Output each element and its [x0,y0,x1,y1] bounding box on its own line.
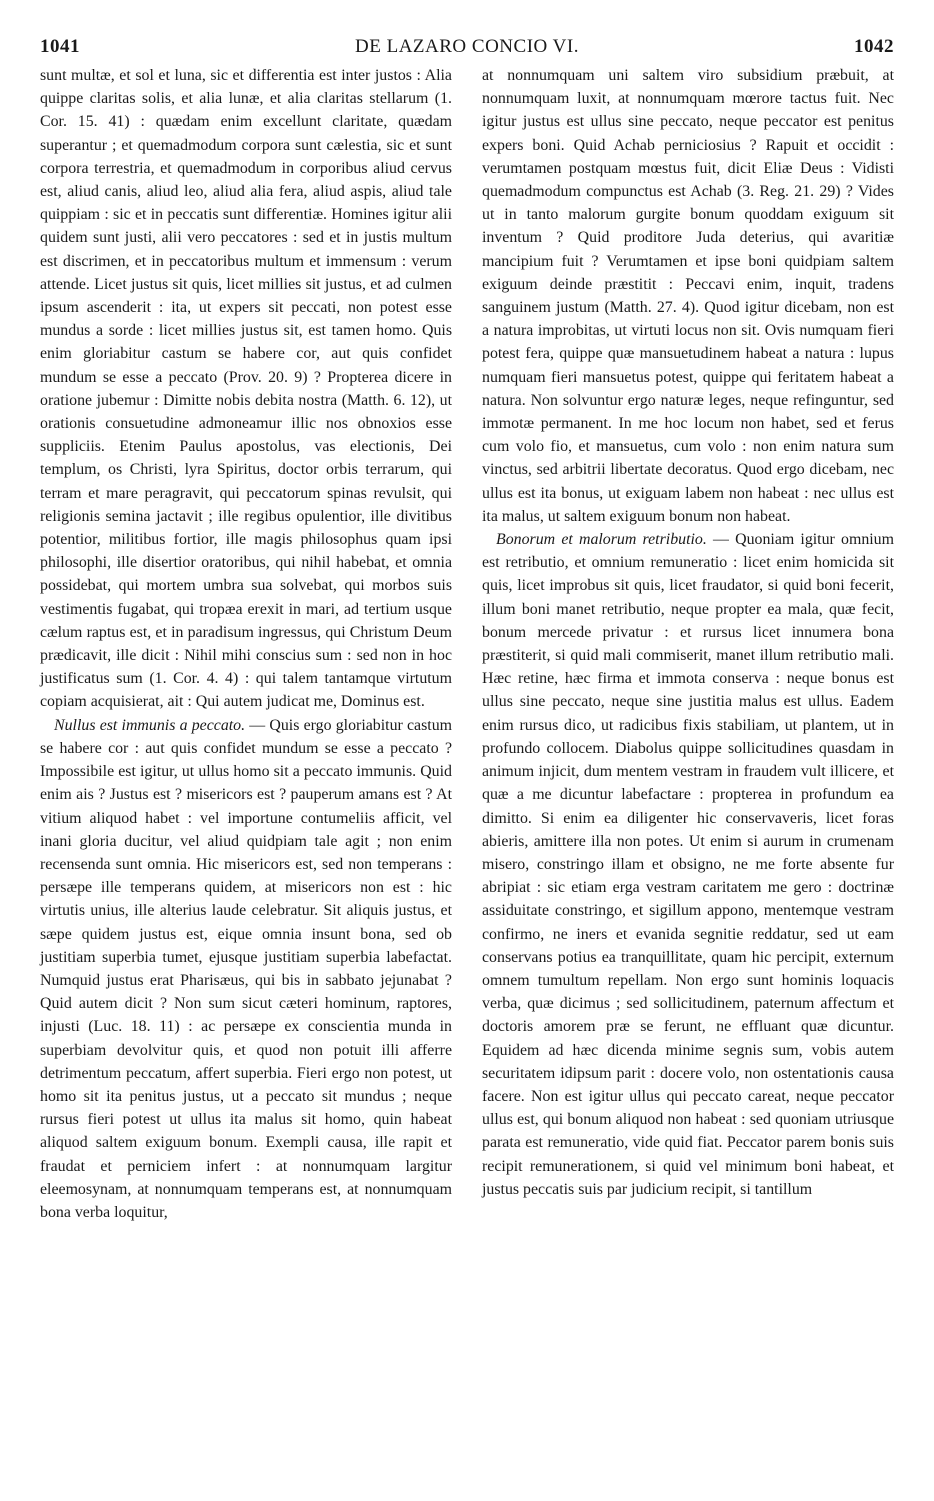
left-paragraph-1: sunt multæ, et sol et luna, sic et differentia est inter justos : Alia quippe claritas solis, et alia lunæ, et alia claritas stellarum (1. Cor. 15. 41) : quædam enim excellunt claritate, quædam superantur ; et quemadmodum corpora sunt cælestia, sic et sunt corpora terrestria, et quemadmodum in corporibus aliud cervus est, aliud canis, aliud leo, aliud alia fera, aliud aspis, aliud tale quippiam : sic et in peccatis sunt differentiæ. Homines igitur alii quidem sunt justi, alii vero peccatores : sed et in justis multum est discrimen, et in peccatoribus multum et immensum : verum attende. Licet justus sit quis, licet millies sit justus, et ad culmen ipsum ascenderit : ita, ut expers sit peccati, non potest esse mundus a sorde : licet millies justus sit, est tamen homo. Quis enim gloriabitur castum se habere cor, aut quis confidet mundum se esse a peccato (Prov. 20. 9) ? Propterea dicere in oratione jubemur : Dimitte nobis debita nostra (Matth. 6. 12), ut orationis consuetudine admoneamur illic nos obnoxios esse suppliciis. Etenim Paulus apostolus, vas electionis, Dei templum, os Christi, lyra Spiritus, doctor orbis terrarum, qui terram et mare peragravit, qui peccatorum spinas revulsit, qui religionis semina jactavit ; ille regibus opulentior, ille divitibus potentior, militibus fortior, ille magis philosophus quam ipsi philosophi, ille disertior oratoribus, qui nihil habebat, et omnia possidebat, qui mortem umbra sua solvebat, qui morbos suis vestimentis fugabat, qui tropæa erexit in mari, ad tertium usque cælum raptus est, et in paradisum ingressus, qui Christum Deum prædicavit, ille dicit : Nihil mihi conscius sum : sed non in hoc justificatus sum (1. Cor. 4. 4) : qui talem tantamque virtutum copiam acquisierat, ait : Qui autem judicat me, Dominus est. [40,67,452,711]
running-title: DE LAZARO CONCIO VI. [355,36,579,57]
right-column [482,64,894,1201]
left-section-text: — Quis ergo gloriabitur castum se habere cor : aut quis confidet mundum se esse a peccato ? Impossibile est igitur, ut ullus homo sit a peccato immunis. Quid enim ais ? Justus est ? misericors est ? pauperum amans est ? At vitium aliquod habet : vel importune contumeliis afficit, vel inani gloria ducitur, vel aliud quidpiam tale agit ; non enim recensenda sunt omnia. Hic misericors est, sed non temperans : persæpe ille temperans quidem, at misericors non est : hic virtutis unius, ille alterius laude celebratur. Sit aliquis justus, et sæpe quidem justus est, eique omnia insunt bona, sed ob justitiam superbia tumet, ejusque justitiam superbia labefactat. Numquid justus erat Pharisæus, qui bis in sabbato jejunabat ? Quid autem dicit ? Non sum sicut cæteri hominum, raptores, injusti (Luc. 18. 11) : ac persæpe ex conscientia munda in superbiam devolvitur quis, et quod non potuit illi afferre detrimentum peccatum, affert superbia. Fieri ergo non potest, ut homo sit ita penitus justus, ut a peccato sit mundus ; neque rursus fieri potest ut ullus ita malus sit homo, quin habeat aliquod saltem exiguum bonum. Exempli causa, ille rapit et fraudat et perniciem infert : at nonnumquam largitur eleemosynam, at nonnumquam temperans est, at nonnumquam bona verba loquitur, [40,716,453,1221]
page-number-left: 1041 [40,36,80,57]
section-heading-nullus: Nullus est immunis a peccato. [54,716,246,734]
right-section-paragraph [482,528,894,1201]
left-section-paragraph [40,714,452,1224]
page-header [40,36,894,58]
left-column [40,64,452,1224]
section-heading-bonorum: Bonorum et malorum retributio. [496,531,707,549]
right-paragraph-1: at nonnumquam uni saltem viro subsidium præbuit, at nonnumquam luxit, at nonnumquam mœrore tactus fuit. Nec igitur justus est ullus sine peccato, neque peccator est penitus expers boni. Quid Achab perniciosius ? Rapuit et occidit : verumtamen postquam mœstus fuit, dicit Eliæ Deus : Vidisti quemadmodum compunctus est Achab (3. Reg. 21. 29) ? Vides ut in tanto malorum gurgite bonum quoddam exiguum sit inventum ? Quid proditore Juda deterius, qui avaritiæ mancipium fuit ? Verumtamen et ipse boni quidpiam saltem exiguum deinde præstitit : Peccavi enim, inquit, tradens sanguinem justum (Matth. 27. 4). Quod igitur dicebam, non est a natura improbitas, ut virtuti locus non sit. Ovis numquam fieri potest fera, quippe quæ mansuetudinem habeat a natura : lupus numquam fieri mansuetus potest, quippe qui feritatem habeat a natura. Non solvuntur ergo naturæ leges, neque refinguntur, sed immotæ permanent. In me hoc locum non habet, sed et ferus cum volo fio, et mansuetus, cum volo : non enim natura sum vinctus, sed arbitrii libertate decoratus. Quod ergo dicebam, nec ullus est ita bonus, ut exiguam labem non habeat : nec ullus est ita malus, ut saltem exiguum bonum non habeat. [482,67,894,525]
page-number-right: 1042 [854,36,894,57]
right-section-text: — Quoniam igitur omnium est retributio, et omnium remuneratio : licet enim homicida sit quis, licet improbus sit quis, licet fraudator, si quid boni fecerit, illum boni manet retributio, neque propter ea mala, quæ fecit, bonum mercede privatur : et rursus licet innumera bona præstiterit, si quid mali commiserit, manet illum retributio mali. Hæc retine, hæc firma et immota conserva : neque bonus est ullus sine peccato, neque sine justitia malus est ullus. Eadem enim rursus dico, ut radicibus fixis stabiliam, ut plantem, ut in profundo collocem. Diabolus quippe sollicitudines quasdam in animum injicit, dum mentem vestram in fraudem vult illicere, et quæ a me dicuntur labefactare : propterea in profundum ea dimitto. Si enim ea diligenter hic conservaveris, licet foras abieris, amittere illa non potes. Ut enim si aurum in crumenam misero, constringo illam et obsigno, ne me forte absente fur abripiat : sic etiam erga vestram caritatem me gero : doctrinæ assiduitate constringo, et sigillum appono, mentemque vestram confirmo, ne iners et evanida segnitie reddatur, sed ut eam conservans potius ea tranquillitate, quam hic percipit, externum omnem tumultum repellam. Non ergo sunt hominis loquacis verba, quæ dicimus ; sed sollicitudinem, paternum affectum et doctoris amorem præ se ferunt, ne effluant quæ dicuntur. Equidem ad hæc dicenda minime segnis sum, vobis autem securitatem idipsum parit : docere volo, non ostentationis causa facere. Non est igitur ullus qui peccato careat, neque peccator ullus est, qui bonum aliquod non habeat : sed quoniam utriusque parata est remuneratio, vide quid fiat. Peccator parem bonis suis recipit remunerationem, si quid vel minimum boni habeat, et justus peccatis suis par judicium recipit, si tantillum [482,531,894,1198]
